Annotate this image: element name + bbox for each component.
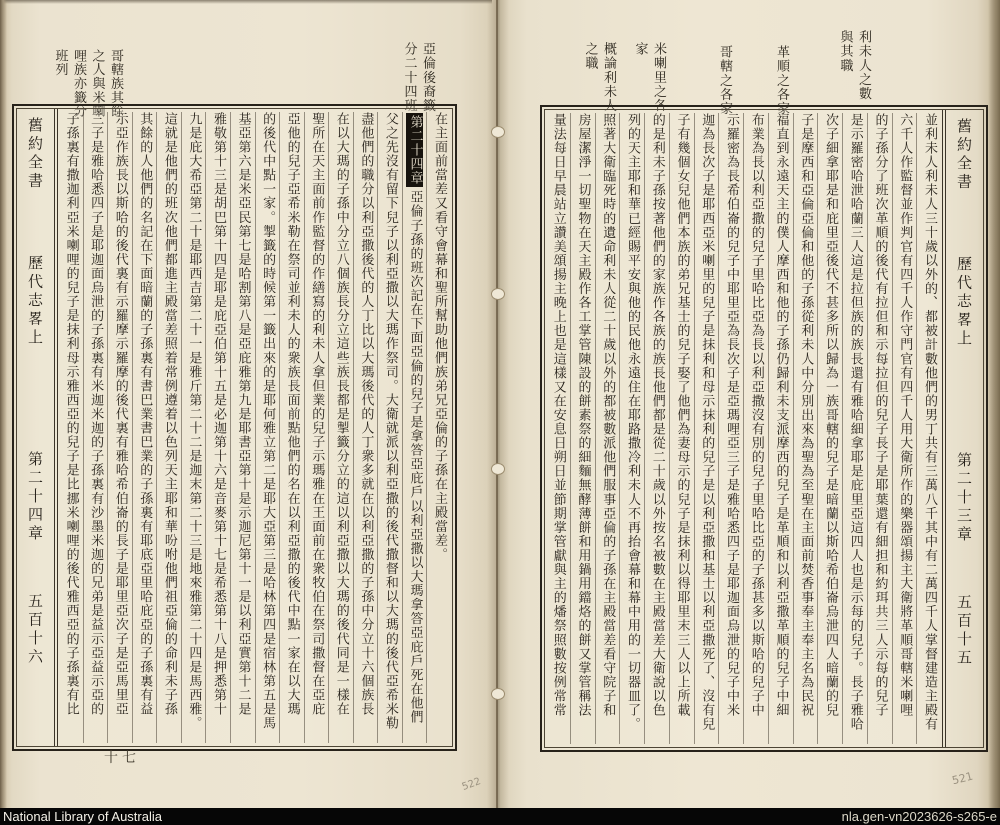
margin-annotation: 米喇里之各家 [632, 42, 666, 113]
library-name: National Library of Australia [3, 809, 162, 824]
text-column: 的子孫分了班次革順的後代有拉但和示每拉但的兒子長子是耶葉還有細担和約珥共三人示每的兒子 [867, 113, 892, 744]
column-text: 亞倫子孫的班次記在下面亞倫的兒子是拿答亞庇戶以利亞撒以大瑪拿答亞庇戶死在他們 [407, 190, 423, 725]
text-column: 父之先沒有留下兒子以利亞撒以大瑪作祭司。大衛就派以利亞撒的後代撒督和以大瑪的後代亞希米勒 [377, 112, 402, 743]
margin-annotation: 利未人之數與其職 [837, 30, 871, 101]
section-title: 歷代志畧上 [26, 255, 44, 348]
left-page-scan [0, 0, 497, 808]
text-column: 其餘的人他們的名記在下面暗蘭的子孫裏有書巴業書巴業的子孫裏有耶底亞里哈庇亞的子孫裏有益 [132, 112, 157, 743]
chapter-heading-blocks: 第二十四章 [407, 115, 423, 186]
text-column: 布業為長以利亞撒的兒子里哈比亞為長以利亞撒沒有別的兒子里哈比亞的子孫甚多以斯哈的兒子中 [743, 113, 768, 744]
text-column: 雅敬第十三是胡巴第十四是耶是庇亞伯第十五是必迦第十六是音麥第十七是希悉第十八是押悉第十 [205, 112, 230, 743]
section-title: 歷代志畧上 [955, 256, 973, 349]
text-column: 基亞第六是米亞民第七是哈割第八是亞庇雅第九是耶書亞第十是示迦尼第十一是以利亞實第十二是 [230, 112, 255, 743]
page-top-edge [0, 0, 492, 4]
text-column: 迦為長次子是耶西亞米喇里的兒子是抹利和母示抹利的兒子是以利亞撒和基士以利亞撒死了、沒有兒 [694, 113, 719, 744]
page-number: 五百十五 [955, 594, 973, 668]
text-column: 示羅密為長希伯崙的兒子中耶里亞為長次子是亞瑪哩亞三子是雅哈悉四子是耶迦面烏泄的兒子中米 [718, 113, 743, 744]
text-column: 列的天主耶和華已經賜平安與他的民他永遠住在耶路撒冷利未人不再抬會幕和幕中用的一切器皿了。 [619, 113, 644, 744]
book-title: 舊約全書 [955, 118, 973, 192]
text-column: 照著大衛臨死時的遺命利未人從二十歲以外的都被數派他們服事亞倫的子孫在主殿當差看守院子和 [595, 113, 620, 744]
margin-annotation: 亞倫後裔籤分二十四班 [401, 42, 435, 113]
margin-annotation: 哥轄族其餘之人與米喇哩族亦籤分班列 [52, 49, 123, 118]
text-column: 是示羅密哈泄哈蘭三人這是拉但族的族長還有雅哈細拿耶是庇里亞這四人也是示每的兒子。長子雅哈 [842, 113, 867, 744]
margin-annotation: 哥轄之各家 [717, 45, 732, 116]
text-column: 福直到永遠天主的僕人摩西和他的子孫仍歸利未支派摩西的兒子是革順和以利亞撒革順的兒子中細 [768, 113, 793, 744]
text-column: 的是利未子孫按著他們的家族作各族的族長他們都是從二十歲以外按名被數在主殿當差大衛說以色 [644, 113, 669, 744]
text-column: 量法每日早晨站立讚美頌揚主晚上也是這樣又在安息日朔日並節期掌管獻與主的燔祭照數按例常常 [550, 113, 566, 718]
text-column: 示亞作族長以斯哈的後代裏有示羅摩示羅摩的後代裏有雅哈希伯崙的長子是耶里亞次子是亞馬里亞 [107, 112, 132, 743]
catalogue-bar [0, 808, 1000, 825]
right-page-gutter [942, 110, 983, 747]
pencil-page-number: 521 [950, 769, 975, 788]
leaf-number: 十七 [104, 750, 140, 766]
left-page-gutter [17, 109, 58, 746]
right-page-frame [540, 105, 988, 752]
text-column: 在主面前當差又看守會幕和聖所幫助他們族弟兄亞倫的子孫在主殿當差。 [426, 112, 451, 743]
binding-thread [491, 463, 505, 475]
binding-thread [491, 126, 505, 138]
binding-thread [491, 688, 505, 700]
page-left-edge [0, 0, 7, 808]
text-column: 九是庇大希亞第二十是耶西吉第二十一是雅斤第二十二是迦末第二十三是地來雅第二十四是馬西雅。 [181, 112, 206, 743]
text-column: 並利未人利未人三十歲以外的、都被計數他們的男丁共有三萬八千其中有二萬四千人掌督建造主殿有 [916, 113, 941, 744]
text-column: 六千人作監督並作判官有四千人作守門官有四千人用大衛所作的樂器頌揚主大衛將革順哥轄米喇哩 [892, 113, 917, 744]
spine-crease [496, 0, 498, 808]
right-page-text [545, 110, 942, 747]
right-page-scan [497, 0, 1000, 808]
spine-shadow [487, 0, 509, 808]
left-page-frame [12, 104, 457, 751]
chapter-label: 第二十三章 [955, 452, 973, 545]
left-page-text [58, 109, 452, 746]
text-column: 這就是他們的班次他們都進主殿當差照着常例遵着以色列天主耶和華吩咐他們祖亞倫的命利未子孫 [156, 112, 181, 743]
chapter-label: 第二十四章 [26, 451, 44, 544]
book-title: 舊約全書 [26, 117, 44, 191]
binding-thread [491, 288, 505, 300]
text-column: 子是摩西和亞倫亞倫和他的子孫從利未人中分別出來為聖為至聖在主面前焚香事奉主奉主名為民祝 [793, 113, 818, 744]
margin-annotation: 革順之各家 [774, 45, 789, 116]
text-column: 亞他的兒子亞希米勒在祭司並利未人的衆族長面前點他們的名在以利亞撒的後代中點一家在以大瑪 [279, 112, 304, 743]
pencil-page-number: 522 [460, 776, 483, 793]
text-column: 次子細拿耶是和庇里亞後代不甚多所以歸為一族哥轄的兒子是暗蘭以斯哈希伯崙烏泄四人暗蘭的兒 [817, 113, 842, 744]
text-column: 子有幾個女兒他們本族的弟兄基士的兒子娶了他們為妻母示的兒子是抹利以得耶里末三人以上所載 [669, 113, 694, 744]
page-number: 五百十六 [26, 593, 44, 667]
text-column: 房屋潔淨一切聖物在天主殿作各工掌管陳設的餅素祭的細麵無酵薄餅和用鍋用鐺烙的餅又掌管稱法 [570, 113, 595, 744]
margin-annotation: 概論利未人之職 [582, 42, 616, 113]
text-column: 的後代中點一家。掣籤的時候第一籤出來的是耶何雅立第二是耶大亞第三是哈林第四是宿林第五是馬 [255, 112, 280, 743]
text-column: 盡他們的職分以利亞撒後代的人丁比以大瑪後代的人丁衆多就在以利亞撒的子孫中分立十六個族長 [353, 112, 378, 743]
text-column: 在以大瑪的子孫中分立八個族長分立這些族長都是掣籤分立的這以利亞撒以大瑪的後代同是一樣在 [328, 112, 353, 743]
page-right-edge [988, 0, 1000, 808]
text-column: 聖所在天主面前作監督的作繕寫的利未人拿但業的兒子示瑪雅在王面前在衆牧伯在祭司撒督在亞庇 [304, 112, 329, 743]
text-column: 子孫裏有撒迦利亞米喇哩的兒子是抹利母示雅西亞的兒子是比挪米喇哩的後代雅西亞的子孫裏有比 [63, 112, 79, 717]
text-column [402, 112, 427, 743]
catalogue-id: nla.gen-vn2023626-s265-e [841, 809, 997, 824]
text-column: 三子是雅哈悉四子是耶迦面烏泄的子孫裏有米迦米迦的子孫裏有沙墨米迦的兄弟是益示亞益示亞的 [83, 112, 108, 743]
